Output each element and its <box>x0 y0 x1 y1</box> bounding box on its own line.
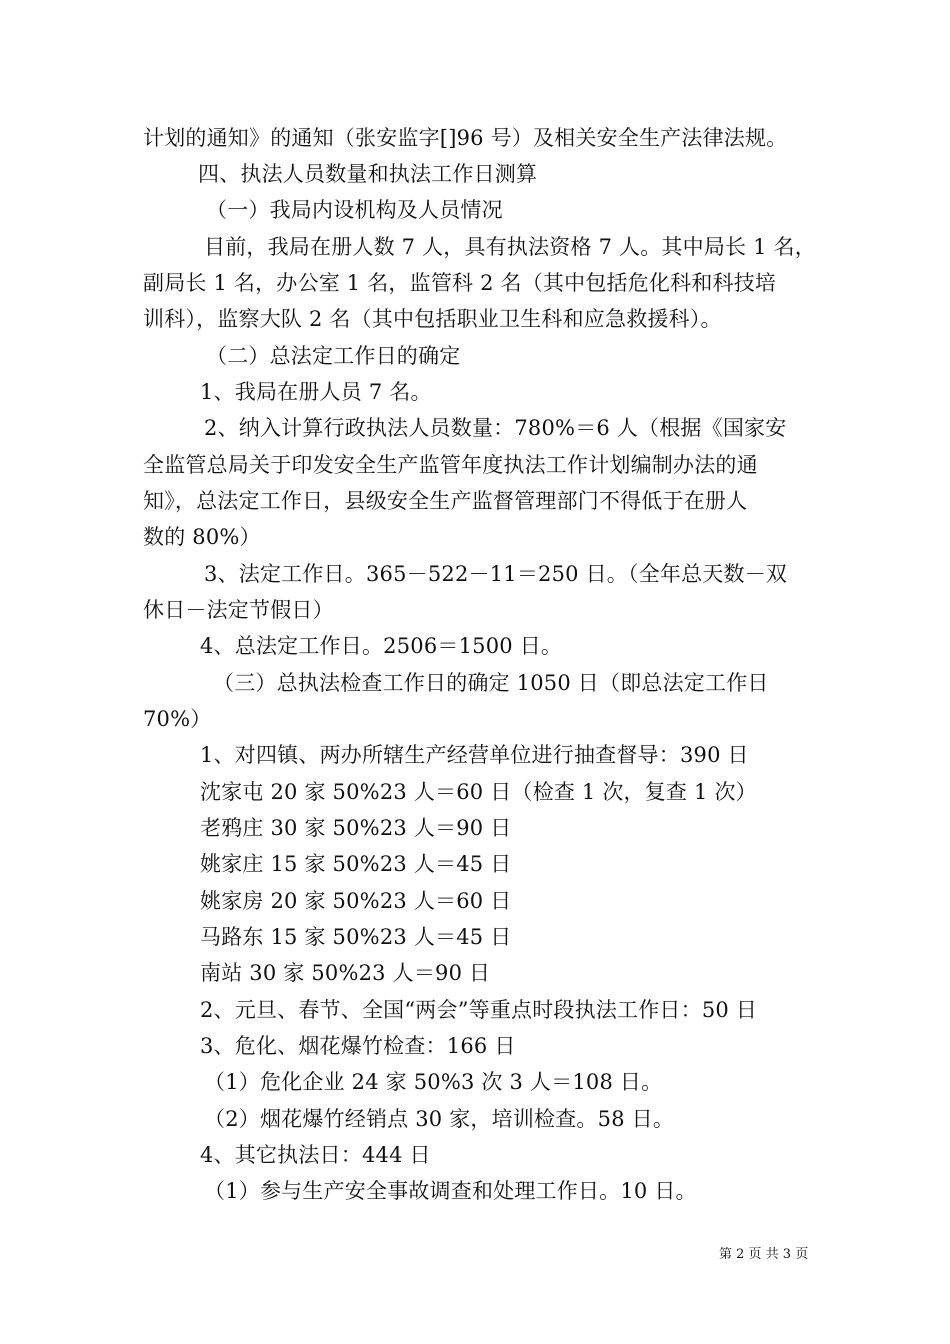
list-item: 3、危化、烟花爆竹检查：166 日 <box>200 1034 516 1058</box>
text-line: 全监管总局关于印发安全生产监管年度执法工作计划编制办法的通 <box>143 453 758 477</box>
text-line: 70%） <box>143 707 212 731</box>
list-item: 老鸦庄 30 家 50%23 人＝90 日 <box>200 816 512 840</box>
list-item: 沈家屯 20 家 50%23 人＝60 日（检查 1 次，复查 1 次） <box>200 780 757 804</box>
list-item: 南站 30 家 50%23 人＝90 日 <box>200 961 491 985</box>
subsection-heading: （三）总执法检查工作日的确定 1050 日（即总法定工作日 <box>213 671 769 695</box>
list-item: （1）危化企业 24 家 50%3 次 3 人＝108 日。 <box>204 1070 663 1094</box>
text-line: 数的 80%） <box>143 525 261 549</box>
list-item: 1、我局在册人员 7 名。 <box>200 380 432 404</box>
text-line: 休日－法定节假日） <box>143 598 334 622</box>
text-line: 知》，总法定工作日，县级安全生产监督管理部门不得低于在册人 <box>143 489 748 513</box>
text-line: 目前，我局在册人数 7 人，具有执法资格 7 人。其中局长 1 名， <box>204 235 816 259</box>
list-item: 1、对四镇、两办所辖生产经营单位进行抽查督导：390 日 <box>200 743 749 767</box>
page-number-footer: 第 2 页 共 3 页 <box>719 1247 809 1262</box>
text-line: 计划的通知》的通知（张安监字[]96 号）及相关安全生产法律法规。 <box>143 126 788 150</box>
text-line: 副局长 1 名，办公室 1 名，监管科 2 名（其中包括危化科和科技培 <box>143 271 777 295</box>
list-item: 4、其它执法日：444 日 <box>200 1143 431 1167</box>
text-line: 训科），监察大队 2 名（其中包括职业卫生科和应急救援科）。 <box>143 307 722 331</box>
list-item: 3、法定工作日。365－522－11＝250 日。（全年总天数－双 <box>204 562 788 586</box>
list-item: 4、总法定工作日。2506＝1500 日。 <box>200 634 563 658</box>
list-item: 姚家房 20 家 50%23 人＝60 日 <box>200 889 512 913</box>
list-item: 2、纳入计算行政执法人员数量：780%＝6 人（根据《国家安 <box>204 416 787 440</box>
list-item: 姚家庄 15 家 50%23 人＝45 日 <box>200 852 512 876</box>
list-item: 2、元旦、春节、全国“两会”等重点时段执法工作日：50 日 <box>200 998 758 1022</box>
list-item: 马路东 15 家 50%23 人＝45 日 <box>200 925 512 949</box>
section-heading: 四、执法人员数量和执法工作日测算 <box>198 162 538 186</box>
subsection-heading: （二）总法定工作日的确定 <box>206 344 461 368</box>
list-item: （1）参与生产安全事故调查和处理工作日。10 日。 <box>204 1179 697 1203</box>
subsection-heading: （一）我局内设机构及人员情况 <box>206 198 503 222</box>
list-item: （2）烟花爆竹经销点 30 家，培训检查。58 日。 <box>204 1107 675 1131</box>
